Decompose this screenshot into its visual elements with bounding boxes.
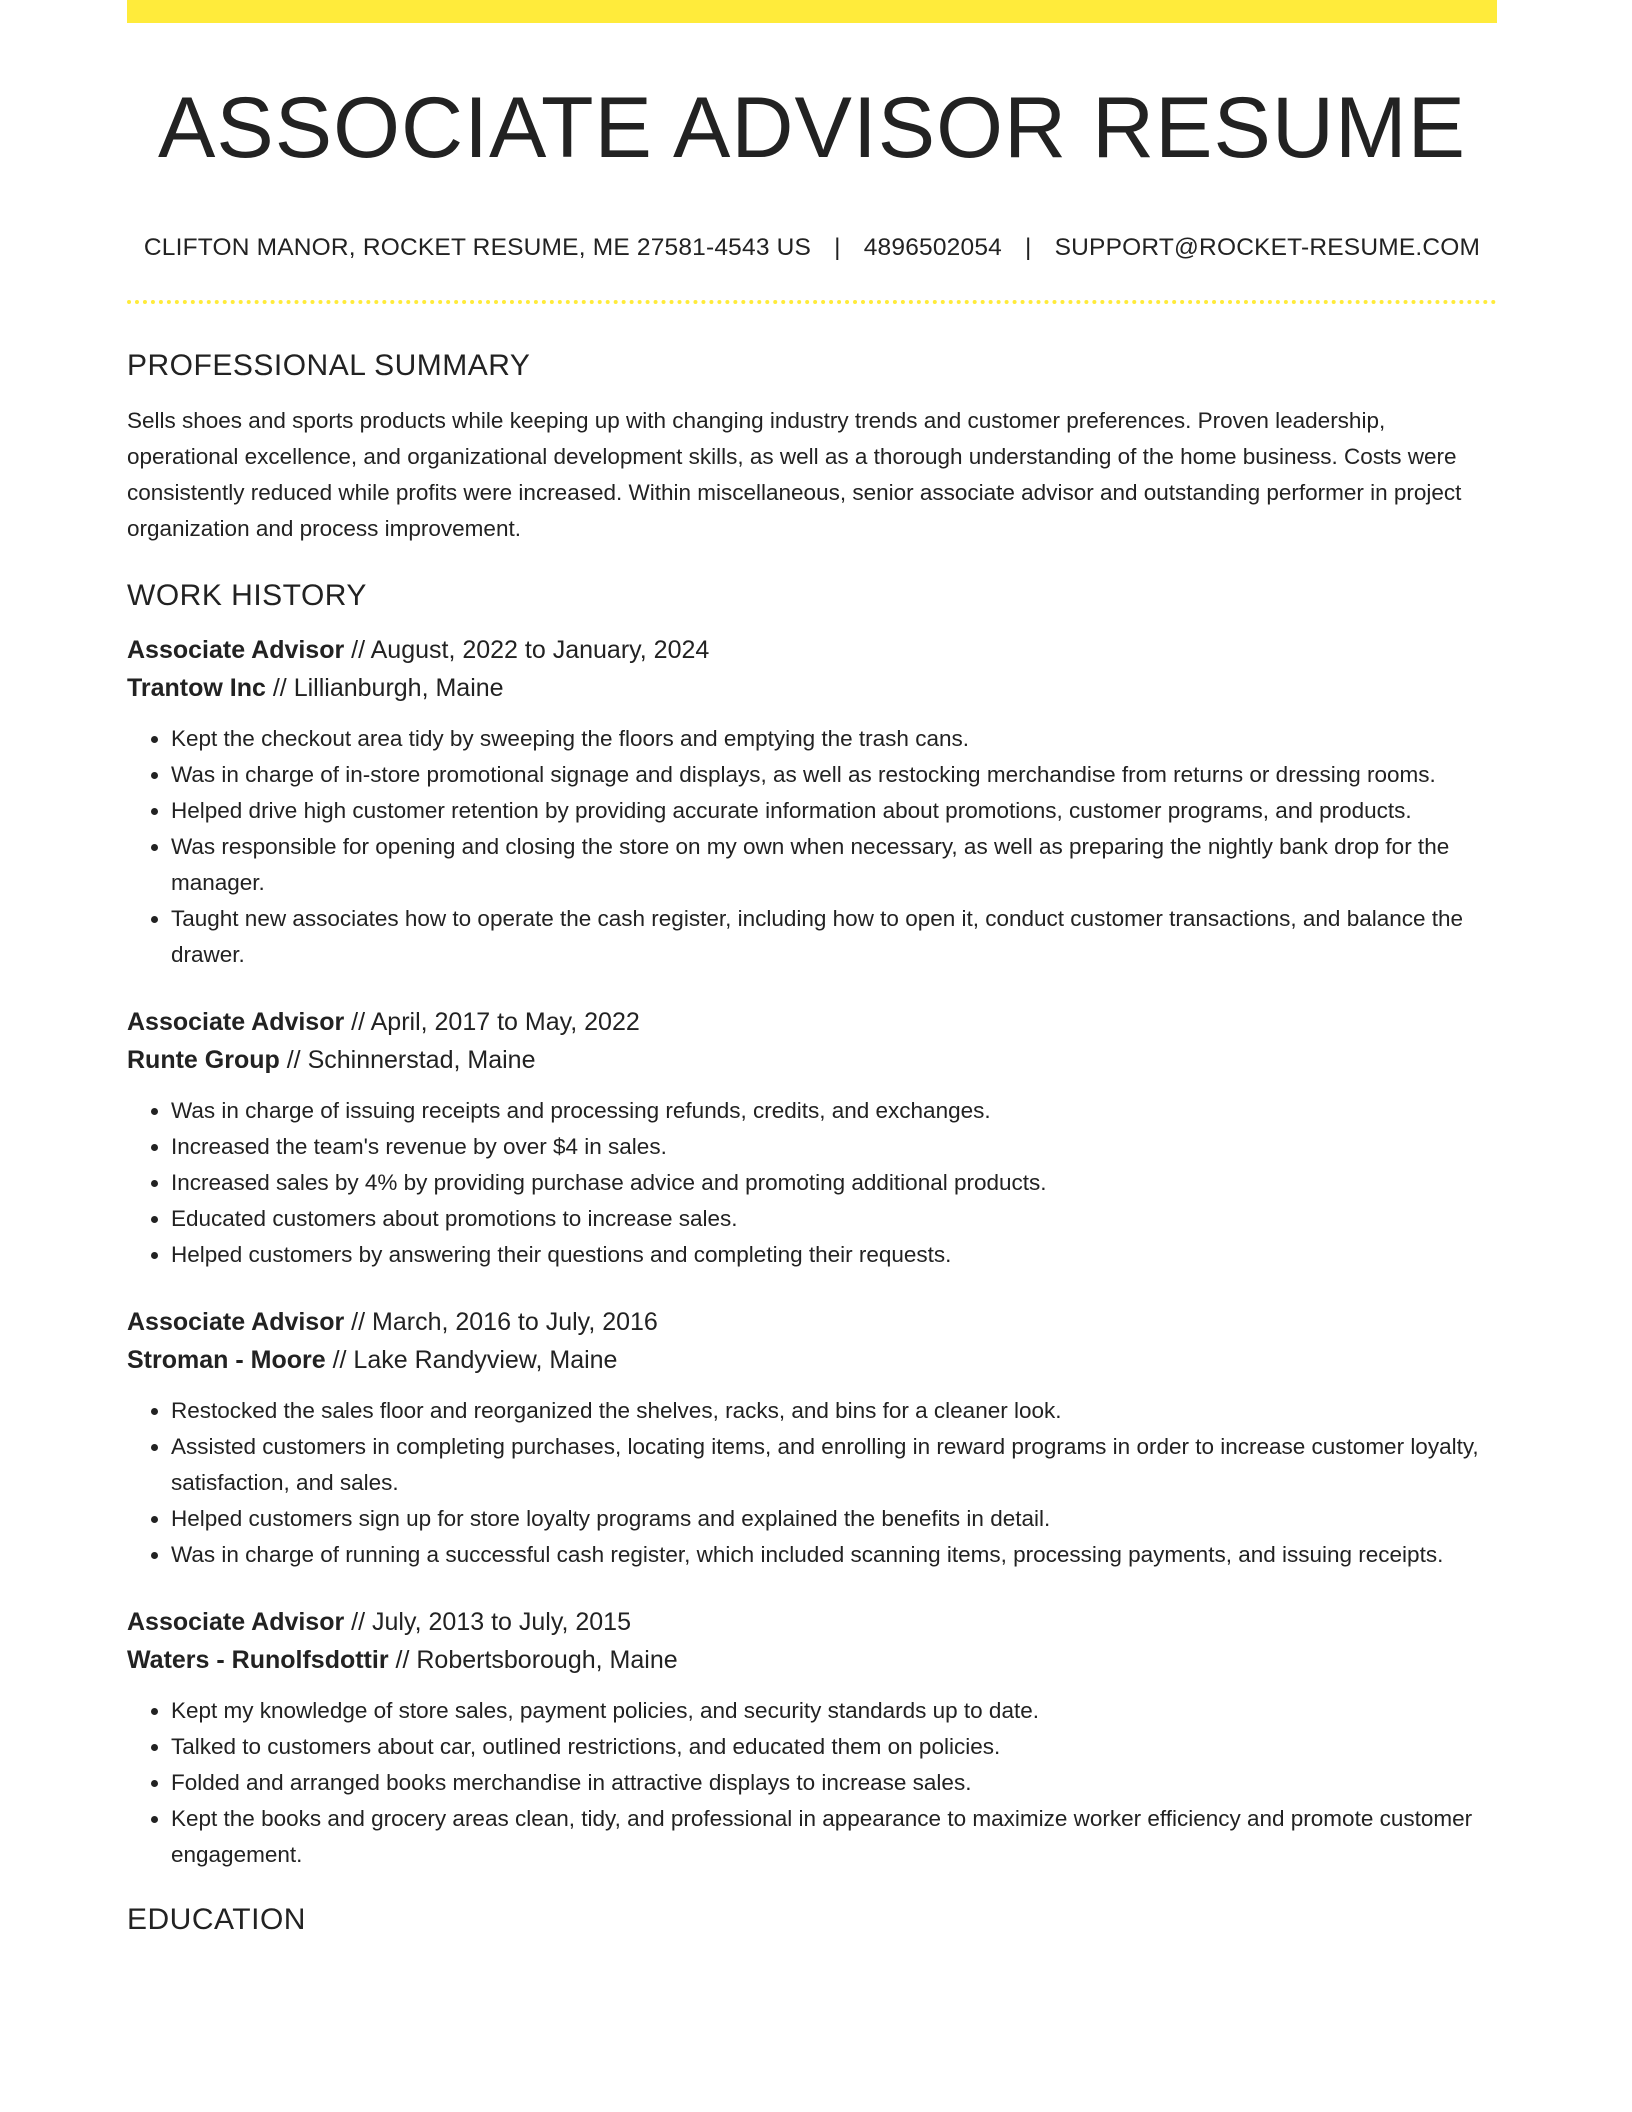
job-delimiter: // (344, 1307, 373, 1336)
job-bullet: • Was responsible for opening and closing the store on my own when necessary, as well as preparing the nightly bank drop for the manager. (171, 829, 1497, 901)
job-bullet: • Was in charge of issuing receipts and processing refunds, credits, and exchanges. (171, 1093, 1497, 1129)
job-delimiter: // (279, 1045, 308, 1074)
job-location: Lillianburgh, Maine (293, 673, 504, 702)
job-entry (127, 1303, 1497, 1573)
resume-page (127, 0, 1497, 1937)
job-company: Trantow Inc (127, 673, 266, 702)
job-role: Associate Advisor (127, 1307, 345, 1336)
summary-heading: PROFESSIONAL SUMMARY (127, 348, 531, 382)
job-bullet: • Increased the team's revenue by over $4 in sales. (171, 1129, 1497, 1165)
job-location: Schinnerstad, Maine (307, 1045, 536, 1074)
contact-line (127, 234, 1497, 262)
contact-phone: 4896502054 (863, 233, 1002, 261)
contact-separator: | (1025, 233, 1032, 261)
job-bullet: • Was in charge of running a successful cash register, which included scanning items, processing payments, and issuing receipts. (171, 1537, 1497, 1573)
job-delimiter: // (388, 1645, 417, 1674)
job-role-line (127, 631, 1497, 669)
job-bullet: • Helped customers sign up for store loyalty programs and explained the benefits in detail. (171, 1501, 1497, 1537)
accent-top-bar (127, 0, 1497, 23)
resume-title: ASSOCIATE ADVISOR RESUME (158, 80, 1466, 176)
job-entry (127, 1603, 1497, 1873)
job-delimiter: // (344, 1007, 371, 1036)
job-entry (127, 631, 1497, 973)
job-company: Waters - Runolfsdottir (127, 1645, 389, 1674)
contact-email: SUPPORT@ROCKET-RESUME.COM (1054, 233, 1481, 261)
contact-separator: | (834, 233, 841, 261)
job-bullets (127, 721, 1497, 973)
job-delimiter: // (325, 1345, 354, 1374)
job-dates: April, 2017 to May, 2022 (370, 1007, 640, 1036)
education-heading: EDUCATION (127, 1902, 306, 1936)
job-role: Associate Advisor (127, 635, 345, 664)
job-bullets (127, 1393, 1497, 1573)
job-dates: August, 2022 to January, 2024 (370, 635, 710, 664)
job-bullet: • Educated customers about promotions to increase sales. (171, 1201, 1497, 1237)
job-role: Associate Advisor (127, 1607, 345, 1636)
job-role-line (127, 1003, 1497, 1041)
job-bullet: • Kept the books and grocery areas clean, tidy, and professional in appearance to maximize worker efficiency and promote customer engagement. (171, 1801, 1497, 1873)
dotted-divider (127, 300, 1497, 304)
job-delimiter: // (265, 673, 294, 702)
job-bullet: • Folded and arranged books merchandise in attractive displays to increase sales. (171, 1765, 1497, 1801)
job-company-line (127, 1641, 1497, 1679)
job-location: Robertsborough, Maine (416, 1645, 678, 1674)
job-location: Lake Randyview, Maine (353, 1345, 618, 1374)
job-dates: July, 2013 to July, 2015 (372, 1607, 631, 1636)
job-bullet: • Taught new associates how to operate the cash register, including how to open it, conduct customer transactions, and balance the drawer. (171, 901, 1497, 973)
job-bullet: • Kept the checkout area tidy by sweeping the floors and emptying the trash cans. (171, 721, 1497, 757)
job-bullet: • Assisted customers in completing purchases, locating items, and enrolling in reward programs in order to increase customer loyalty, satisfaction, and sales. (171, 1429, 1497, 1501)
job-role: Associate Advisor (127, 1007, 345, 1036)
work-history-list (127, 631, 1497, 1873)
job-delimiter: // (344, 1607, 373, 1636)
job-company: Runte Group (127, 1045, 280, 1074)
contact-address: CLIFTON MANOR, ROCKET RESUME, ME 27581-4543 US (143, 233, 812, 261)
job-company: Stroman - Moore (127, 1345, 326, 1374)
job-bullet: • Was in charge of in-store promotional signage and displays, as well as restocking merchandise from returns or dressing rooms. (171, 757, 1497, 793)
job-company-line (127, 669, 1497, 707)
job-bullet: • Kept my knowledge of store sales, payment policies, and security standards up to date. (171, 1693, 1497, 1729)
job-bullet: • Increased sales by 4% by providing purchase advice and promoting additional products. (171, 1165, 1497, 1201)
summary-text: Sells shoes and sports products while keeping up with changing industry trends and customer preferences. Proven leadership, operational excellence, and organizational development skills, as well as a thorough understanding of the home business. Costs were consistently reduced while profits were increased. Within miscellaneous, senior associate advisor and outstanding performer in project organization and process improvement. (127, 407, 1462, 541)
job-bullets (127, 1693, 1497, 1873)
job-company-line (127, 1341, 1497, 1379)
job-bullet: • Talked to customers about car, outlined restrictions, and educated them on policies. (171, 1729, 1497, 1765)
job-entry (127, 1003, 1497, 1273)
work-history-heading: WORK HISTORY (127, 578, 367, 612)
job-role-line (127, 1603, 1497, 1641)
job-bullet: • Helped customers by answering their questions and completing their requests. (171, 1237, 1497, 1273)
job-bullet: • Restocked the sales floor and reorganized the shelves, racks, and bins for a cleaner look. (171, 1393, 1497, 1429)
job-delimiter: // (344, 635, 371, 664)
job-role-line (127, 1303, 1497, 1341)
job-bullet: • Helped drive high customer retention by providing accurate information about promotions, customer programs, and products. (171, 793, 1497, 829)
job-dates: March, 2016 to July, 2016 (372, 1307, 658, 1336)
job-bullets (127, 1093, 1497, 1273)
job-company-line (127, 1041, 1497, 1079)
